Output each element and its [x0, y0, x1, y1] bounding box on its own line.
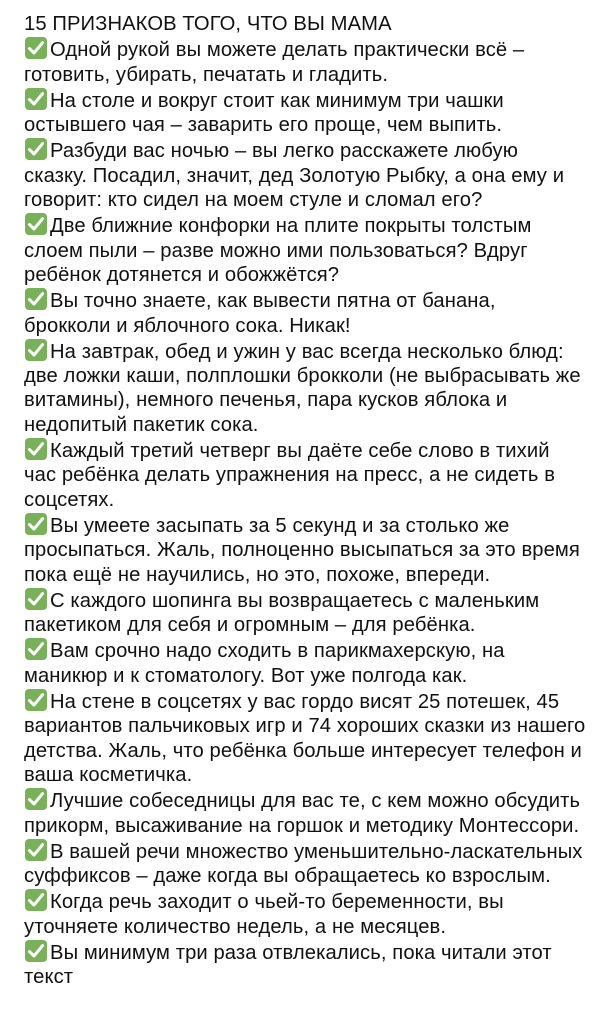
- check-mark-icon: [24, 587, 48, 611]
- list-item: [24, 787, 586, 838]
- list-item: [24, 939, 586, 990]
- list-item: [24, 212, 586, 287]
- list-item-text: Каждый третий четверг вы даёте себе слово в тихий час ребёнка делать упражнения на пресс, а не сидеть в соцсетях.: [24, 440, 556, 511]
- check-mark-icon: [24, 637, 48, 661]
- checklist: [24, 36, 586, 989]
- list-item: [24, 512, 586, 587]
- list-item-text: Когда речь заходит о чьей-то беременности, вы уточняете количество недель, а не месяцев.: [24, 891, 504, 938]
- list-item: [24, 637, 586, 688]
- check-mark-icon: [24, 888, 48, 912]
- list-item: [24, 587, 586, 638]
- list-item: [24, 287, 586, 338]
- list-item: [24, 688, 586, 787]
- check-mark-icon: [24, 512, 48, 536]
- list-item: [24, 36, 586, 87]
- list-item: [24, 137, 586, 212]
- list-item-text: Вам срочно надо сходить в парикмахерскую, на маникюр и к стоматологу. Вот уже полгода как.: [24, 640, 505, 687]
- list-item-text: Вы точно знаете, как вывести пятна от банана, брокколи и яблочного сока. Никак!: [24, 290, 496, 337]
- list-item-text: На столе и вокруг стоит как минимум три чашки остывшего чая – заварить его проще, чем выпить.: [24, 89, 504, 137]
- check-mark-icon: [24, 688, 48, 712]
- list-item-text: На завтрак, обед и ужин у вас всегда несколько блюд: две ложки каши, полплошки брокколи (не выбрасывать же витамины), немного печенья, пара кусков яблока и недопитый пакетик сока.: [24, 340, 581, 436]
- list-item-text: На стене в соцсетях у вас гордо висят 25 потешек, 45 вариантов пальчиковых игр и 74 хороших сказки из нашего детства. Жаль, что ребёнка больше интересует телефон и ваша косметичка.: [24, 691, 586, 786]
- check-mark-icon: [24, 838, 48, 862]
- check-mark-icon: [24, 338, 48, 362]
- list-item-text: С каждого шопинга вы возвращаетесь с маленьким пакетиком для себя и огромным – для ребёнка.: [24, 589, 540, 637]
- list-item-text: Разбуди вас ночью – вы легко расскажете любую сказку. Посадил, значит, дед Золотую Рыбку, а она ему и говорит: кто сидел на моем стуле и сломал его?: [24, 140, 565, 212]
- check-mark-icon: [24, 137, 48, 161]
- check-mark-icon: [24, 212, 48, 236]
- list-item: [24, 838, 586, 889]
- post-title: 15 ПРИЗНАКОВ ТОГО, ЧТО ВЫ МАМА: [24, 13, 392, 35]
- check-mark-icon: [24, 36, 48, 60]
- check-mark-icon: [24, 939, 48, 963]
- list-item: [24, 338, 586, 437]
- list-item-text: Лучшие собеседницы для вас те, с кем можно обсудить прикорм, высаживание на горшок и методику Монтессори.: [24, 790, 581, 837]
- list-item-text: Одной рукой вы можете делать практически всё – готовить, убирать, печатать и гладить.: [24, 39, 525, 86]
- list-item: [24, 888, 586, 939]
- check-mark-icon: [24, 787, 48, 811]
- list-item: [24, 437, 586, 512]
- list-item: [24, 87, 586, 138]
- check-mark-icon: [24, 287, 48, 311]
- check-mark-icon: [24, 87, 48, 111]
- list-item-text: Две ближние конфорки на плите покрыты толстым слоем пыли – разве можно ими пользоваться? Вдруг ребёнок дотянется и обожжётся?: [24, 215, 532, 286]
- list-item-text: Вы умеете засыпать за 5 секунд и за столько же просыпаться. Жаль, полноценно высыпаться за это время пока ещё не научились, но это, похоже, впереди.: [24, 514, 580, 586]
- check-mark-icon: [24, 437, 48, 461]
- list-item-text: Вы минимум три раза отвлекались, пока читали этот текст: [24, 941, 552, 989]
- list-item-text: В вашей речи множество уменьшительно-ласкательных суффиксов – даже когда вы обращаетесь ко взрослым.: [24, 840, 583, 888]
